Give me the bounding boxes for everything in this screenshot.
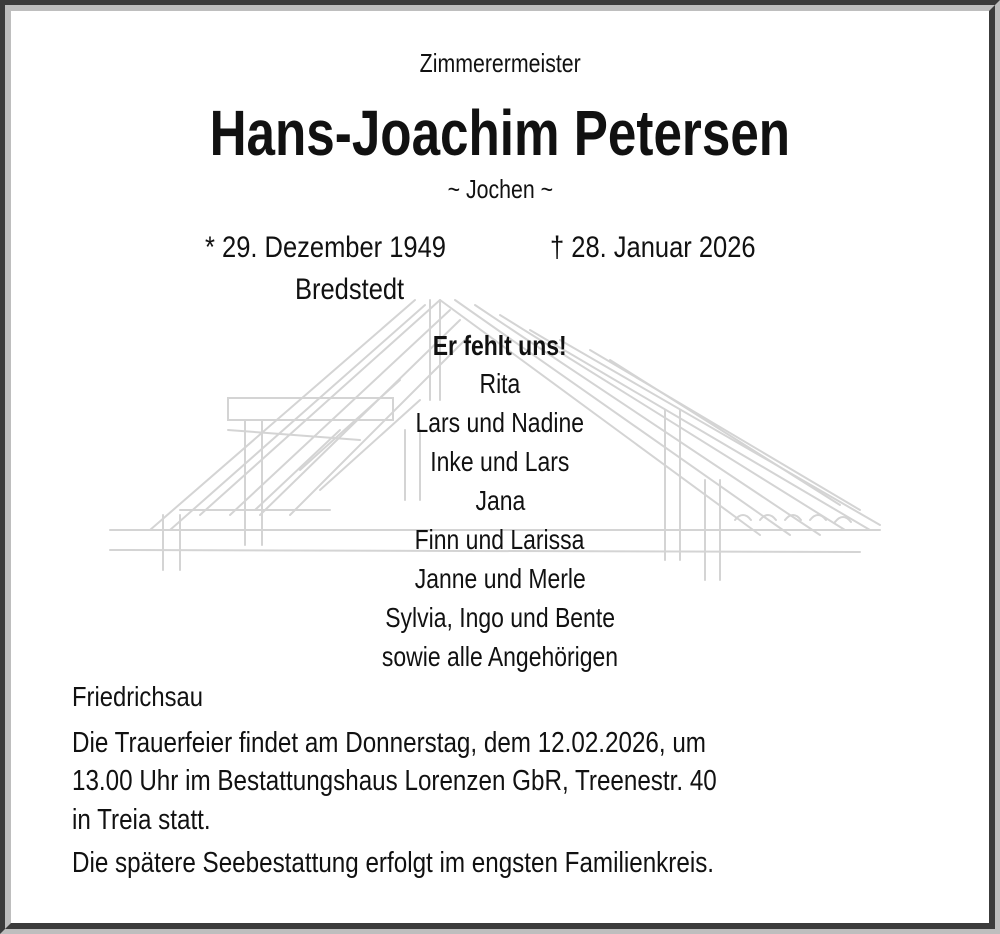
mourner-line: Inke und Lars (430, 446, 570, 477)
nickname: ~ Jochen ~ (447, 174, 553, 204)
deceased-name: Hans-Joachim Petersen (209, 97, 791, 169)
birth-date: * 29. Dezember 1949 (205, 231, 446, 264)
mourner-line: Rita (479, 368, 521, 399)
birthplace: Bredstedt (295, 273, 405, 306)
mourner-line: Lars und Nadine (415, 407, 585, 438)
mourner-line: Finn und Larissa (415, 524, 585, 555)
funeral-line: 13.00 Uhr im Bestattungshaus Lorenzen GbR, Treenestr. 40 (72, 765, 717, 797)
death-date: † 28. Januar 2026 (550, 231, 756, 264)
burial-note: Die spätere Seebestattung erfolgt im engsten Familienkreis. (72, 847, 715, 879)
funeral-line: Die Trauerfeier findet am Donnerstag, dem 12.02.2026, um (72, 727, 706, 759)
mourner-line: Jana (475, 485, 525, 516)
profession: Zimmerermeister (419, 48, 581, 78)
mourner-line: sowie alle Angehörigen (381, 641, 619, 672)
mourners-heading: Er fehlt uns! (433, 330, 567, 361)
place: Friedrichsau (72, 681, 203, 712)
mourner-line: Janne und Merle (414, 563, 586, 594)
funeral-line: in Treia statt. (72, 804, 211, 836)
mourner-line: Sylvia, Ingo und Bente (385, 602, 615, 633)
